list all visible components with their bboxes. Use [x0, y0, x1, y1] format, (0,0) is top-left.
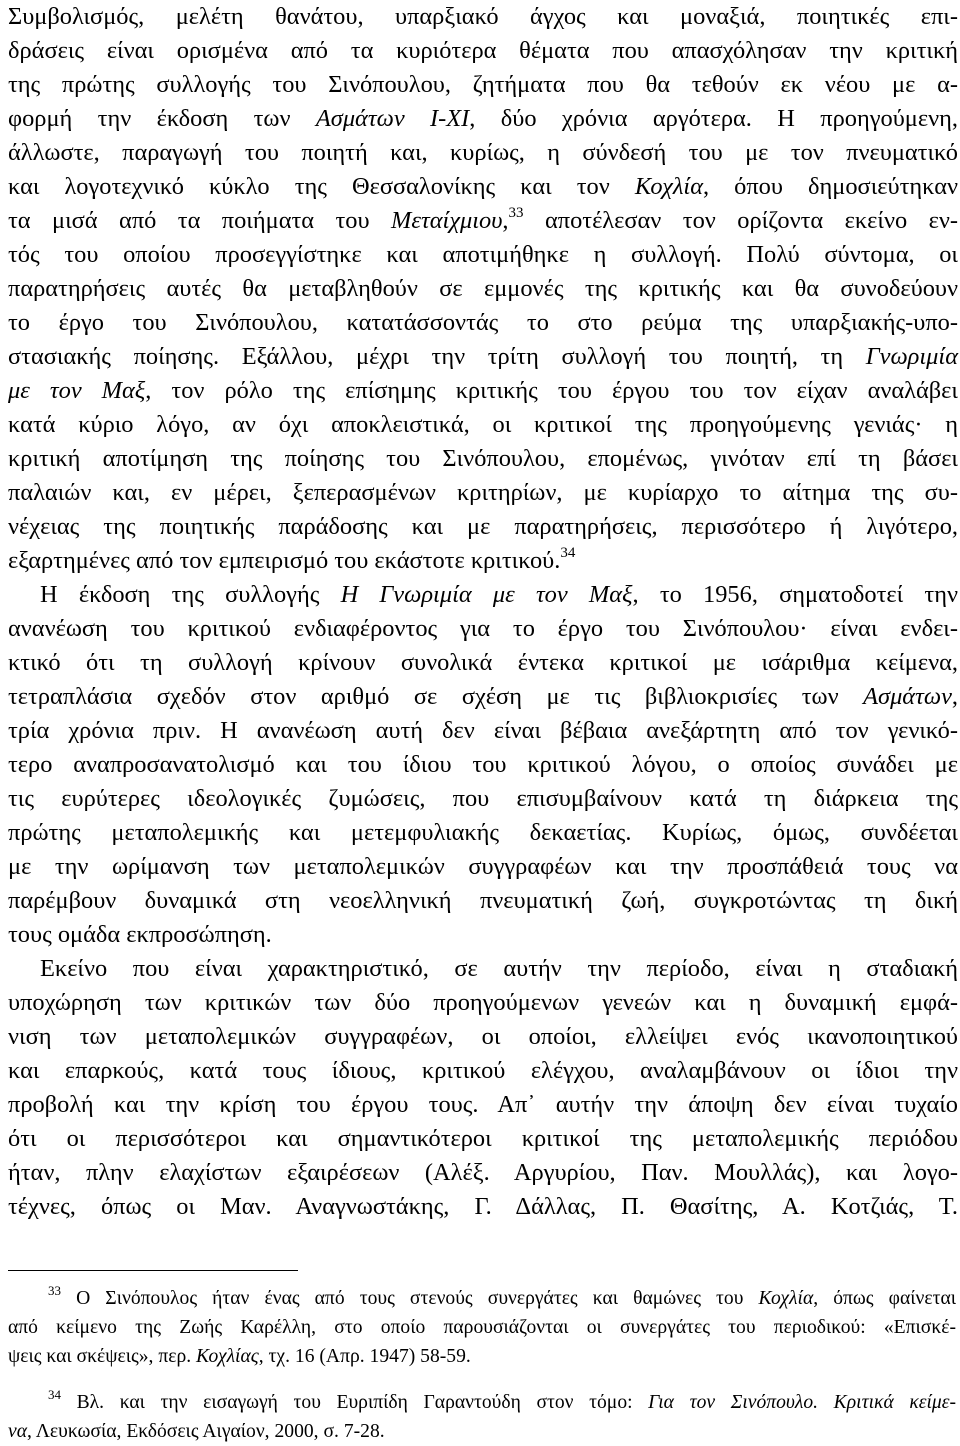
text-run: ,: [502, 207, 509, 234]
footnote-ref-34[interactable]: 34: [560, 545, 576, 561]
text-run: , όπως φαίνεται: [813, 1288, 956, 1309]
journal-title: Κοχλία: [758, 1288, 814, 1309]
journal-title: Κοχλία: [634, 173, 704, 200]
text-line: με την ωρίμανση των μεταπολεμικών συγγραφέων και την προσπάθειά τους να: [8, 853, 958, 880]
footnote-line: από κείμενο της Ζωής Καρέλλη, στο οποίο παρουσιάζονται οι συνεργάτες του περιοδικού: «Επισκέ-: [8, 1317, 956, 1338]
text-run: εξαρτημένες από τον εμπειρισμό του εκάστοτε κριτικού.: [8, 547, 561, 574]
text-line: ότι οι περισσότεροι και σημαντικότεροι κριτικοί της μεταπολεμικής περιόδου: [8, 1125, 958, 1152]
book-title: Γνωριμία: [865, 343, 958, 370]
text-run: , το 1956, σηματοδοτεί την: [632, 581, 959, 608]
footnote-line: [8, 1388, 956, 1417]
text-line: παρατηρήσεις αυτές θα μεταβληθούν σε εμμονές της κριτικής και θα συνοδεύουν: [8, 275, 958, 302]
text-line: [8, 578, 958, 612]
footnote-gap: [8, 1371, 956, 1388]
text-run: , δύο χρόνια αργότερα. Η προηγούμενη,: [469, 105, 958, 132]
book-title: Μεταίχμιου: [391, 207, 503, 234]
text-line: [8, 102, 958, 136]
text-run: Ο Σινόπουλος ήταν ένας από τους στενούς συνεργάτες και θαμώνες του: [61, 1288, 759, 1309]
text-line: Εκείνο που είναι χαρακτηριστικό, σε αυτήν την περίοδο, είναι η σταδιακή: [40, 955, 958, 982]
text-line: τός του οποίου προσεγγίστηκε και αποτιμήθηκε η συλλογή. Πολύ σύντομα, οι: [8, 241, 958, 268]
text-line: νέχειας της ποιητικής παράδοσης και με παρατηρήσεις, περισσότερο ή λιγότερο,: [8, 513, 958, 540]
text-line: κριτική αποτίμηση της ποίησης του Σινόπουλου, επομένως, γινόταν επί τη βάσει: [8, 445, 958, 472]
footnote-marker: 33: [48, 1283, 61, 1298]
book-title: Η Γνωριμία με τον Μαξ: [340, 581, 633, 608]
text-run: αποτέλεσαν τον ορίζοντα εκείνο εν-: [523, 207, 959, 234]
text-line: ανανέωση του κριτικού ενδιαφέροντος για το έργο του Σινόπουλου· είναι ενδει-: [8, 615, 958, 642]
book-title: Ασμάτων Ι-ΧΙ: [315, 105, 470, 132]
text-line: προβολή και την κρίση του έργου τους. Απ᾽ αυτήν την άποψη δεν είναι τυχαίο: [8, 1091, 958, 1118]
text-line: δράσεις είναι ορισμένα από τα κυριότερα θέματα που απασχόλησαν την κριτική: [8, 37, 958, 64]
text-line: κατά κύριο λόγο, αν όχι αποκλειστικά, οι κριτικοί της προηγούμενης γενιάς· η: [8, 411, 958, 438]
text-run: , Λευκωσία, Εκδόσεις Αιγαίον, 2000, σ. 7-28.: [26, 1421, 385, 1442]
text-line: [8, 374, 958, 408]
text-line: τερο αναπροσανατολισμό και του ίδιου του κριτικού λόγου, ο οποίος συνάδει με: [8, 751, 958, 778]
text-line: άλλωστε, παραγωγή του ποιητή και, κυρίως, η σύνδεσή του με τον πνευματικό: [8, 139, 958, 166]
text-line: τους ομάδα εκπροσώπηση.: [8, 921, 272, 948]
footnote-line: [8, 1342, 956, 1371]
text-line: [8, 170, 958, 204]
paragraph: [8, 952, 958, 1224]
text-line: και επαρκούς, κατά τους ίδιους, κριτικού ελέγχου, αναλαμβάνουν οι ίδιοι την: [8, 1057, 958, 1084]
text-line: παρέμβουν δυναμικά στη νεοελληνική πνευματική ζωή, συγκροτώντας τη δική: [8, 887, 958, 914]
text-line: [8, 204, 958, 238]
text-line: της πρώτης συλλογής του Σινόπουλου, ζητήματα που θα τεθούν εκ νέου με α-: [8, 71, 958, 98]
paragraph: [8, 578, 958, 952]
text-run: ψεις και σκέψεις», περ.: [8, 1346, 197, 1367]
text-line: [8, 340, 958, 374]
text-run: , τον ρόλο της επίσημης κριτικής του έργου του τον είχαν αναλάβει: [145, 377, 958, 404]
book-title: με τον Μαξ: [8, 377, 146, 404]
text-run: ,: [951, 683, 958, 710]
footnotes: [8, 1284, 956, 1446]
book-title: να: [8, 1421, 27, 1442]
text-run: , τχ. 16 (Απρ. 1947) 58-59.: [258, 1346, 471, 1367]
text-run: και λογοτεχνικό κύκλο της Θεσσαλονίκης και τον: [8, 173, 635, 200]
text-run: Η έκδοση της συλλογής: [40, 581, 341, 608]
text-line: [8, 680, 958, 714]
book-title: Ασμάτων: [863, 683, 952, 710]
text-line: κτικό ότι τη συλλογή κρίνουν συνολικά έντεκα κριτικοί με ισάριθμα κείμενα,: [8, 649, 958, 676]
footnote-line: [8, 1417, 956, 1446]
text-run: τετραπλάσια σχεδόν στον αριθμό σε σχέση με τις βιβλιοκρισίες των: [8, 683, 864, 710]
book-title: Για τον Σινόπουλο. Κριτικά κείμε-: [648, 1392, 956, 1413]
text-run: τα μισά από τα ποιήματα του: [8, 207, 392, 234]
text-line: τρία χρόνια πριν. Η ανανέωση αυτή δεν είναι βέβαια ανεξάρτητη από τον γενικό-: [8, 717, 958, 744]
paragraph: [8, 0, 958, 578]
footnote-ref-33[interactable]: 33: [508, 205, 524, 221]
document-body: [8, 0, 958, 1224]
footnote-separator: [8, 1270, 298, 1271]
text-run: στασιακής ποίησης. Εξάλλου, μέχρι την τρίτη συλλογή του ποιητή, τη: [8, 343, 866, 370]
text-line: [8, 544, 958, 578]
footnote-line: [8, 1284, 956, 1313]
footnote-marker: 34: [48, 1387, 61, 1402]
text-line: πρώτης μεταπολεμικής και μετεμφυλιακής δεκαετίας. Κυρίως, όμως, συνδέεται: [8, 819, 958, 846]
journal-title: Κοχλίας: [196, 1346, 259, 1367]
text-line: νιση των μεταπολεμικών συγγραφέων, οι οποίοι, ελλείψει ενός ικανοποιητικού: [8, 1023, 958, 1050]
text-line: ήταν, πλην ελαχίστων εξαιρέσεων (Αλέξ. Αργυρίου, Παν. Μουλλάς), και λογο-: [8, 1159, 958, 1186]
text-line: τέχνες, όπως οι Μαν. Αναγνωστάκης, Γ. Δάλλας, Π. Θασίτης, Α. Κοτζιάς, Τ.: [8, 1193, 958, 1220]
text-run: , όπου δημοσιεύτηκαν: [703, 173, 959, 200]
text-run: Βλ. και την εισαγωγή του Ευριπίδη Γαραντούδη στον τόμο:: [61, 1392, 649, 1413]
text-line: Συμβολισμός, μελέτη θανάτου, υπαρξιακό άγχος και μοναξιά, ποιητικές επι-: [8, 3, 958, 30]
text-line: παλαιών και, εν μέρει, ξεπερασμένων κριτηρίων, με κυρίαρχο το αίτημα της συ-: [8, 479, 958, 506]
text-run: φορμή την έκδοση των: [8, 105, 316, 132]
text-line: υποχώρηση των κριτικών των δύο προηγούμενων γενεών και η δυναμική εμφά-: [8, 989, 958, 1016]
text-line: το έργο του Σινόπουλου, κατατάσσοντάς το στο ρεύμα της υπαρξιακής-υπο-: [8, 309, 958, 336]
footnote-33: [8, 1284, 956, 1371]
text-line: τις ευρύτερες ιδεολογικές ζυμώσεις, που επισυμβαίνουν κατά τη διάρκεια της: [8, 785, 958, 812]
footnote-34: [8, 1388, 956, 1446]
